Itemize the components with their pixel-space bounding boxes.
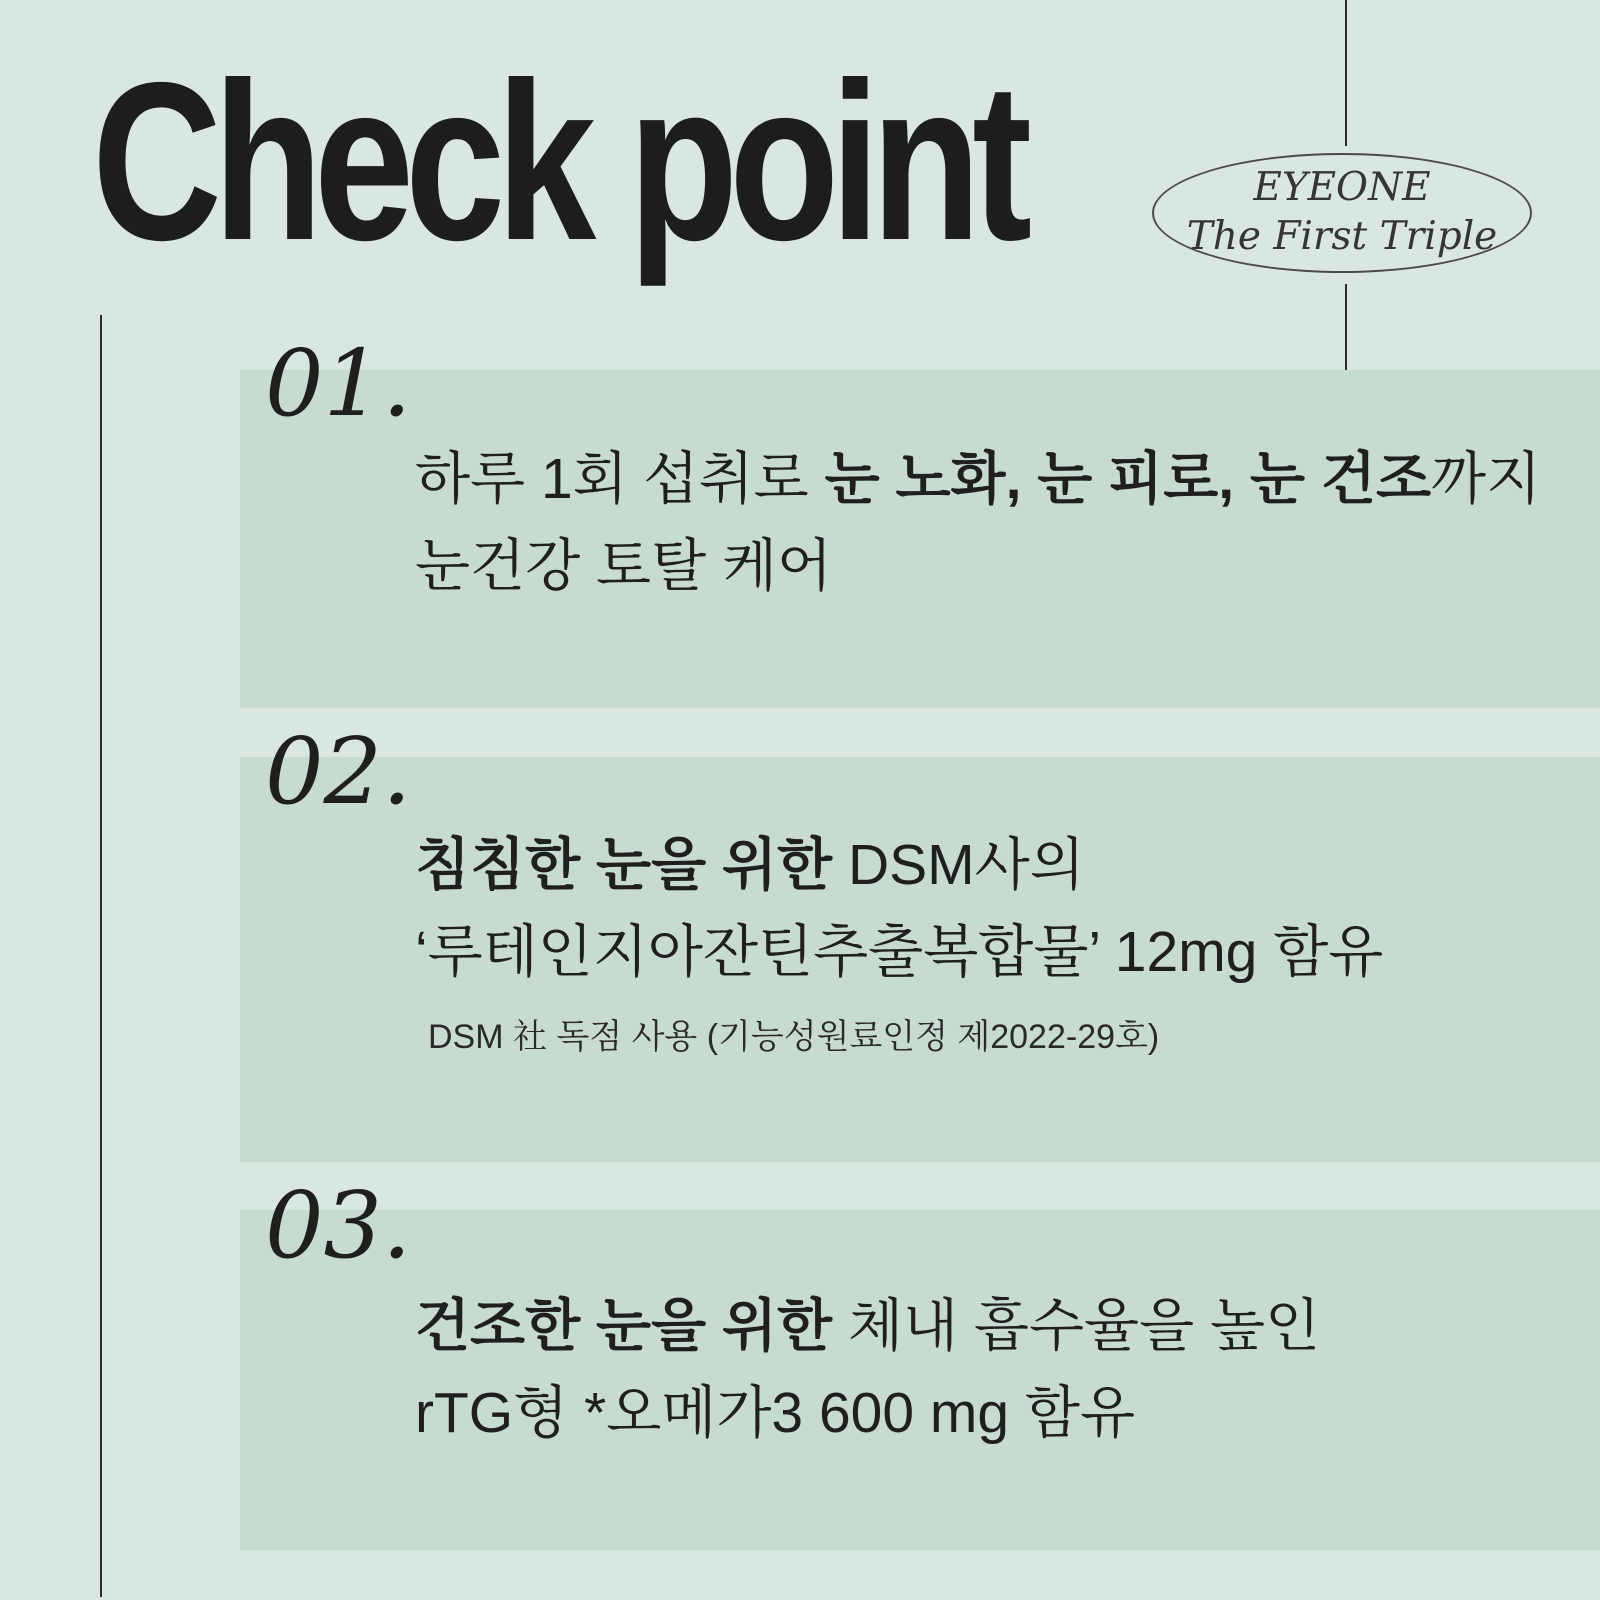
section-03-line1	[415, 1283, 1320, 1370]
section-02-line2: ‘루테인지아잔틴추출복합물’ 12mg 함유	[415, 920, 1384, 984]
page-title: Check point	[92, 35, 1024, 287]
section-02-number: 02.	[265, 718, 412, 825]
section-03-line2: rTG형 *오메가3 600 mg 함유	[415, 1381, 1136, 1445]
brand-badge	[1152, 153, 1532, 273]
section-02-line1-bold: 침침한 눈을 위한	[415, 833, 833, 897]
section-01-line1	[415, 436, 1541, 523]
section-02-line1	[415, 822, 1383, 909]
section-03-line1-rest: 체내 흡수율을 높인	[832, 1294, 1321, 1358]
section-01-line2: 눈건강 토탈 케어	[415, 534, 833, 598]
section-02-panel	[240, 718, 1600, 1162]
section-03-text	[415, 1283, 1320, 1457]
section-03-line1-bold: 건조한 눈을 위한	[415, 1294, 833, 1358]
vertical-rule-top	[1345, 0, 1347, 146]
section-02-text	[415, 822, 1383, 996]
brand-subtitle: The First Triple	[1186, 214, 1498, 259]
section-03-number: 03.	[265, 1172, 412, 1279]
section-01-line1-bold: 눈 노화, 눈 피로, 눈 건조	[824, 447, 1432, 511]
section-01-number: 01.	[265, 330, 412, 437]
vertical-rule-bottom	[1345, 284, 1347, 370]
brand-name: EYEONE	[1253, 165, 1431, 211]
section-01-line1-prefix: 하루 1회 섭취로	[415, 447, 825, 511]
section-03-panel	[240, 1172, 1600, 1550]
vertical-rule-left	[100, 315, 102, 1597]
section-02-line1-rest: DSM사의	[832, 833, 1085, 897]
section-01-panel	[240, 330, 1600, 708]
section-02-caption: DSM 社 독점 사용 (기능성원료인정 제2022-29호)	[428, 1018, 1160, 1056]
section-01-line1-suffix: 까지	[1431, 447, 1542, 511]
section-01-text	[415, 436, 1541, 610]
